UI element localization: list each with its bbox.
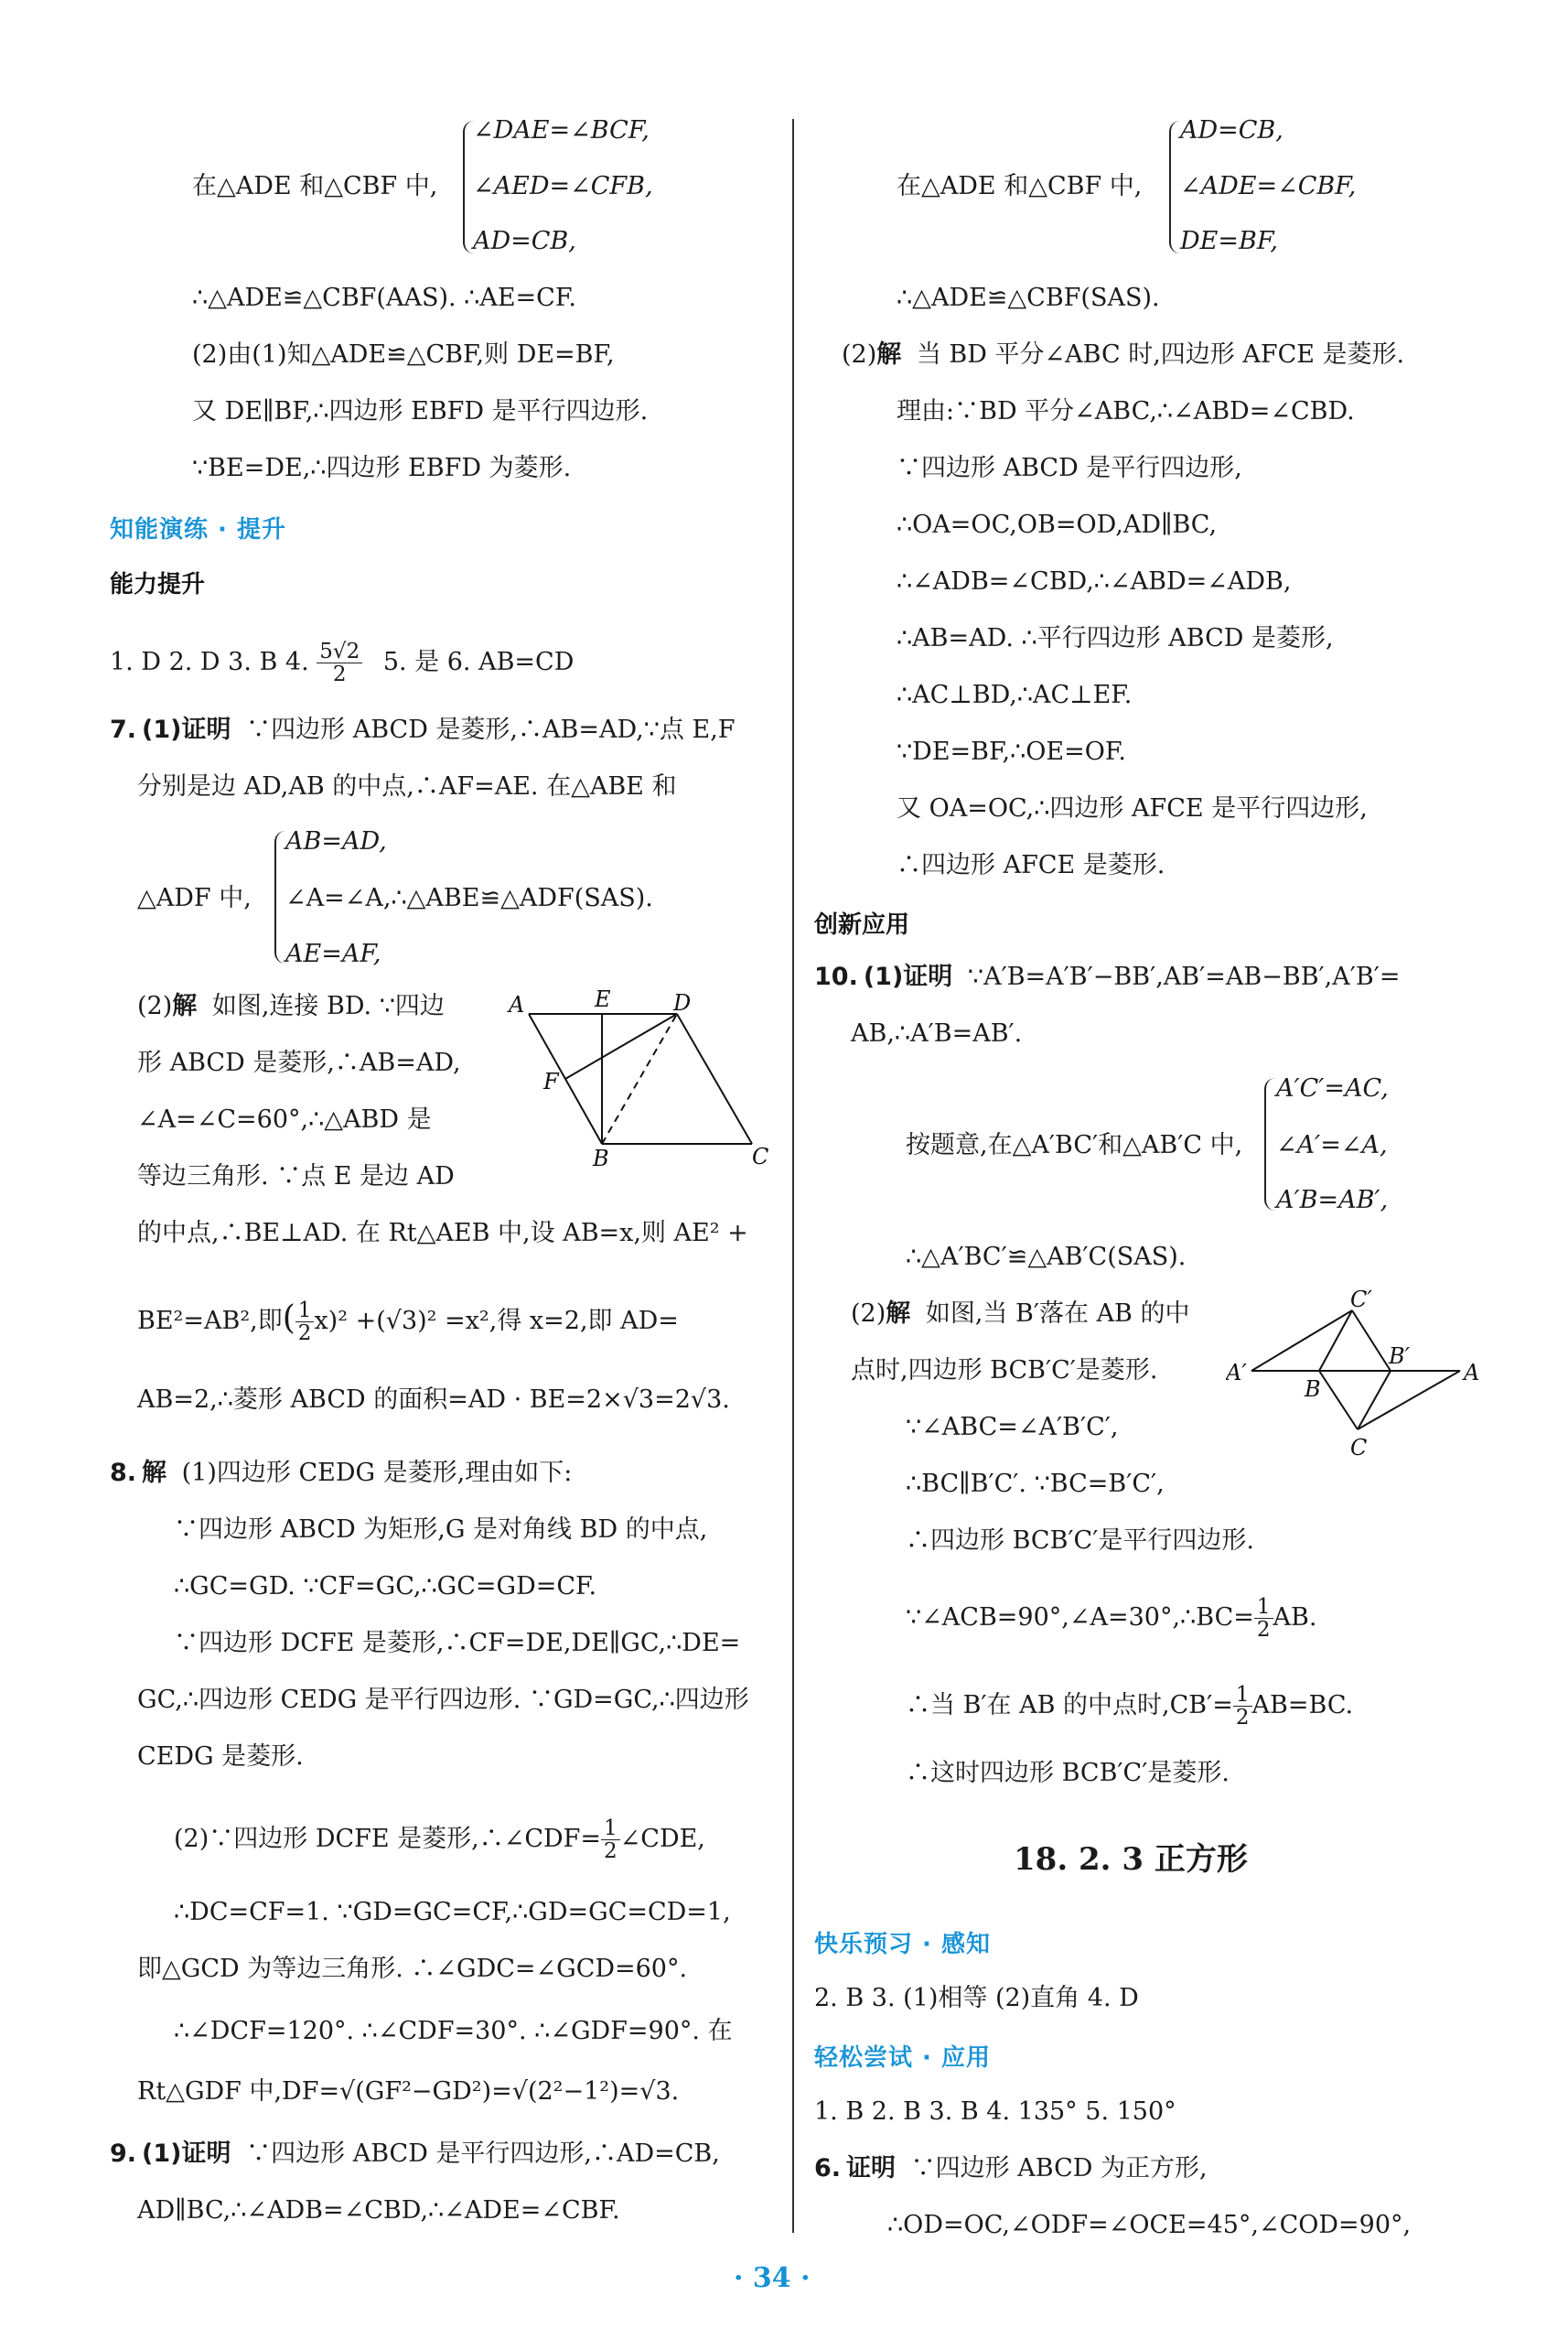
right-line-1: AD=CB,	[1180, 116, 1283, 145]
right-line-13: 又 OA=OC,∴四边形 AFCE 是平行四边形,	[897, 794, 1368, 823]
q10-line-3: ∴△A′BC′≌△AB′C(SAS).	[906, 1243, 1187, 1271]
rhombus-figure	[503, 988, 778, 1167]
right-line-6: 理由:∵BD 平分∠ABC,∴∠ABD=∠CBD.	[897, 397, 1355, 426]
q6-line-2: ∴OD=OC,∠ODF=∠OCE=45°,∠COD=90°,	[887, 2211, 1412, 2239]
q8-line-10: ∴∠DCF=120°. ∴∠CDF=30°. ∴∠GDF=90°. 在	[174, 2017, 733, 2045]
q8-line-3: ∴GC=GD. ∵CF=GC,∴GC=GD=CF.	[174, 1572, 597, 1600]
subheading-ability: 能力提升	[110, 571, 206, 598]
right-line-12: ∵DE=BF,∴OE=OF.	[897, 738, 1127, 766]
right-line-8: ∴OA=OC,OB=OD,AD∥BC,	[897, 511, 1218, 539]
diagonal-bd	[602, 1014, 677, 1144]
label-a: A	[509, 992, 525, 1018]
right-line-2b: ∠ADE=∠CBF,	[1180, 172, 1357, 200]
right-line-7: ∵四边形 ABCD 是平行四边形,	[897, 454, 1242, 482]
right-line-11: ∴AC⊥BD,∴AC⊥EF.	[897, 681, 1133, 709]
q10-system-2a: 按题意,在△A′BC′和△AB′C 中,	[906, 1131, 1243, 1159]
label-c: C	[1350, 1435, 1368, 1460]
q8-line-8: ∴DC=CF=1. ∵GD=GC=CF,∴GD=GC=CD=1,	[174, 1898, 731, 1926]
q7-part2-line-2: 形 ABCD 是菱形,∴AB=AD,	[137, 1049, 461, 1077]
q8-line-9: 即△GCD 为等边三角形. ∴∠GDC=∠GCD=60°.	[137, 1955, 688, 1983]
q10-system-1: A′C′=AC,	[1276, 1074, 1389, 1103]
right-line-5: (2)解 当 BD 平分∠ABC 时,四边形 AFCE 是菱形.	[842, 340, 1405, 369]
segment-a1c1	[1251, 1310, 1352, 1371]
label-b: B	[593, 1146, 609, 1167]
right-line-4: ∴△ADE≌△CBF(SAS).	[897, 284, 1160, 312]
label-a: A	[1464, 1360, 1480, 1385]
q8-line-4: ∵四边形 DCFE 是菱形,∴CF=DE,DE∥GC,∴DE=	[174, 1629, 741, 1657]
left-line-4: ∴△ADE≌△CBF(AAS). ∴AE=CF.	[192, 284, 576, 312]
page-number: · 34 ·	[734, 2262, 811, 2294]
q10-line-2: AB,∴A′B=AB′.	[851, 1019, 1023, 1048]
section-heading-preview: 快乐预习 · 感知	[814, 1931, 991, 1958]
right-line-2a: 在△ADE 和△CBF 中,	[897, 172, 1143, 200]
brace	[1169, 121, 1180, 253]
right-line-14: ∴四边形 AFCE 是菱形.	[897, 851, 1165, 879]
segment-fd	[565, 1014, 677, 1079]
section-heading-practice: 知能演练 · 提升	[110, 516, 286, 544]
q7-part2-line-3: ∠A=∠C=60°,∴△ABD 是	[137, 1105, 432, 1134]
q7-system-2b: ∠A=∠A,∴△ABE≌△ADF(SAS).	[285, 884, 653, 912]
label-f: F	[543, 1069, 559, 1094]
q10-part2-line-4: ∴BC∥B′C′. ∵BC=B′C′,	[906, 1470, 1165, 1498]
brace	[1264, 1078, 1275, 1211]
q10-part2-line-3: ∵∠ABC=∠A′B′C′,	[906, 1413, 1119, 1441]
label-c-prime: C′	[1350, 1290, 1372, 1312]
q7-system-3: AE=AF,	[285, 940, 381, 968]
answers-row-2: 2. B 3. (1)相等 (2)直角 4. D	[814, 1984, 1139, 2012]
q10-part2-line-2: 点时,四边形 BCB′C′是菱形.	[851, 1356, 1158, 1385]
left-line-2a: 在△ADE 和△CBF 中,	[192, 172, 438, 200]
section-heading-try: 轻松尝试 · 应用	[814, 2044, 991, 2072]
left-line-1: ∠DAE=∠BCF,	[473, 116, 650, 145]
label-a-prime: A′	[1226, 1360, 1247, 1385]
segment-ca	[1358, 1371, 1460, 1429]
q10-part2-line-6: ∵∠ACB=90°,∠A=30°,∴BC= $\frac{1}{2}$ AB.	[906, 1595, 1317, 1642]
left-line-6: 又 DE∥BF,∴四边形 EBFD 是平行四边形.	[192, 397, 649, 426]
brace	[274, 831, 285, 964]
left-line-2b: ∠AED=∠CFB,	[473, 172, 653, 200]
label-b: B	[1305, 1376, 1321, 1402]
q10-part2-line-1: (2)解 如图,当 B′落在 AB 的中	[851, 1299, 1190, 1328]
q7-system-1: AB=AD,	[285, 827, 387, 856]
q8-line-6: CEDG 是菱形.	[137, 1742, 304, 1771]
segment-c1b1	[1352, 1310, 1391, 1371]
q9-line-2: AD∥BC,∴∠ADB=∠CBD,∴∠ADE=∠CBF.	[137, 2196, 620, 2225]
segment-bc	[1319, 1371, 1358, 1429]
q10-part2-line-7: ∴当 B′在 AB 的中点时,CB′= $\frac{1}{2}$ AB=BC.	[906, 1683, 1354, 1730]
left-line-7: ∵BE=DE,∴四边形 EBFD 为菱形.	[192, 454, 572, 482]
q7-line-1: 7. (1)证明 ∵四边形 ABCD 是菱形,∴AB=AD,∵点 E,F	[110, 716, 736, 744]
label-b-prime: B′	[1389, 1343, 1411, 1369]
q8-line-5: GC,∴四边形 CEDG 是平行四边形. ∵GD=GC,∴四边形	[137, 1686, 749, 1714]
q7-line-2: 分别是边 AD,AB 的中点,∴AF=AE. 在△ABE 和	[137, 772, 677, 801]
q7-part2-line-5: 的中点,∴BE⊥AD. 在 Rt△AEB 中,设 AB=x,则 AE² +	[137, 1219, 748, 1247]
q7-part2-line-4: 等边三角形. ∵点 E 是边 AD	[137, 1162, 455, 1191]
label-e: E	[595, 988, 611, 1012]
q8-line-7: (2)∵四边形 DCFE 是菱形,∴∠CDF= $\frac{1}{2}$ ∠CDE,	[174, 1816, 705, 1863]
q10-part2-line-5: ∴四边形 BCB′C′是平行四边形.	[906, 1526, 1254, 1555]
q8-line-11: Rt△GDF 中,DF=√(GF²−GD²)=√(2²−1²)=√3.	[137, 2077, 680, 2106]
triangles-figure	[1226, 1290, 1482, 1464]
section-title: 18. 2. 3 正方形	[1014, 1841, 1248, 1878]
answers-row-1: 1. D 2. D 3. B 4. $\frac{5√2}{2}$ 5. 是 6. AB=CD	[110, 640, 575, 686]
right-line-9: ∴∠ADB=∠CBD,∴∠ABD=∠ADB,	[897, 567, 1292, 596]
right-line-10: ∴AB=AD. ∴平行四边形 ABCD 是菱形,	[897, 624, 1334, 652]
label-d: D	[673, 990, 692, 1016]
q7-system-2a: △ADF 中,	[137, 884, 252, 912]
left-line-5: (2)由(1)知△ADE≌△CBF,则 DE=BF,	[192, 340, 615, 369]
q7-part2-line-1: (2)解 如图,连接 BD. ∵四边	[137, 992, 445, 1020]
q7-part2-line-7: AB=2,∴菱形 ABCD 的面积=AD · BE=2×√3=2√3.	[137, 1385, 730, 1414]
q10-line-1: 10. (1)证明 ∵A′B=A′B′−BB′,AB′=AB−BB′,A′B′=	[814, 963, 1401, 991]
q10-part2-line-8: ∴这时四边形 BCB′C′是菱形.	[906, 1759, 1230, 1787]
answers-row-3: 1. B 2. B 3. B 4. 135° 5. 150°	[814, 2097, 1176, 2126]
label-c: C	[752, 1144, 769, 1167]
q8-line-2: ∵四边形 ABCD 为矩形,G 是对角线 BD 的中点,	[174, 1515, 708, 1544]
subheading-innovation: 创新应用	[814, 911, 910, 939]
q9-line-1: 9. (1)证明 ∵四边形 ABCD 是平行四边形,∴AD=CB,	[110, 2139, 720, 2168]
right-line-3: DE=BF,	[1180, 227, 1278, 255]
q6-line-1: 6. 证明 ∵四边形 ABCD 为正方形,	[814, 2154, 1208, 2182]
side-dc	[677, 1014, 752, 1144]
q10-system-2b: ∠A′=∠A,	[1276, 1131, 1388, 1159]
q7-part2-line-6: BE²=AB²,即( $\frac{1}{2}$ x)² +(√3)² =x²,得 x=2,即 AD=	[137, 1299, 679, 1345]
column-divider	[792, 119, 794, 2233]
q10-system-3: A′B=AB′,	[1276, 1186, 1389, 1214]
q8-line-1: 8. 解 (1)四边形 CEDG 是菱形,理由如下:	[110, 1459, 573, 1487]
left-line-3: AD=CB,	[473, 227, 576, 255]
